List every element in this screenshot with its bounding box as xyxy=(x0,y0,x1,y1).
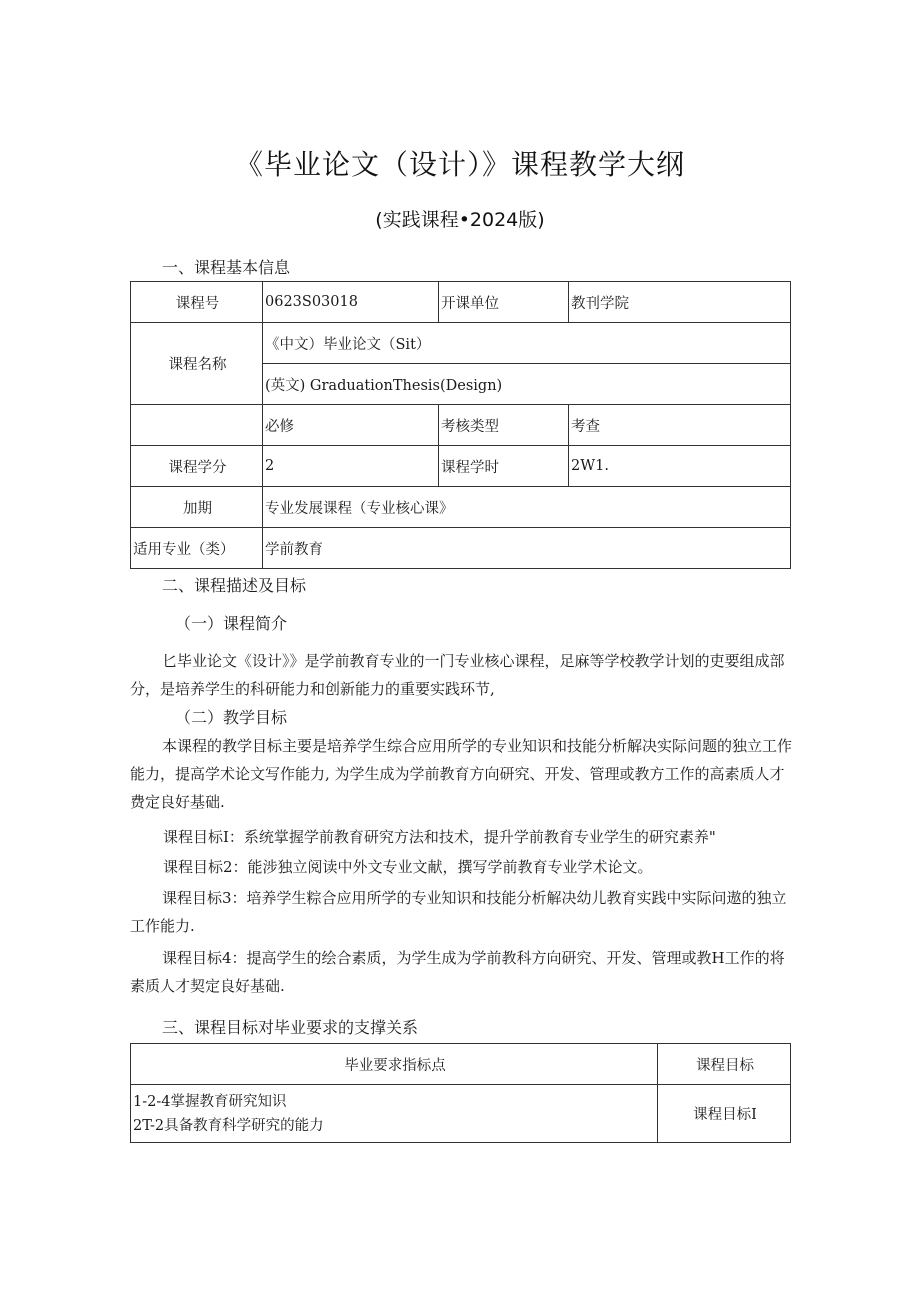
section-3-heading: 三、课程目标对毕业要求的支撑关系 xyxy=(162,1018,419,1037)
goals-paragraph: 本课程的教学目标主要是培养学生综合应用所学的专业知识和技能分析解决实际问题的独立工作能力，提高学术论文写作能力, 为学生成为学前教育方向研究、开发、管理或教方工作的高素质人才费定良好基础. xyxy=(130,737,793,811)
course-no-label: 课程号 xyxy=(131,282,263,323)
document-subtitle: (实践课程•2024版) xyxy=(375,209,545,231)
exam-type-label: 考核类型 xyxy=(439,405,569,446)
exam-type-value: 考查 xyxy=(569,405,791,446)
table-row xyxy=(131,282,791,323)
table-header-row xyxy=(131,1044,791,1085)
hours-label: 课程学时 xyxy=(439,446,569,487)
section-2-heading: 二、课程描述及目标 xyxy=(162,576,307,595)
col-header-target: 课程目标 xyxy=(658,1044,791,1085)
support-table xyxy=(130,1043,791,1143)
course-type-label xyxy=(131,405,263,446)
goal-1: 课程目标I：系统掌握学前教育研究方法和技术，提升学前教育专业学生的研究素养" xyxy=(163,828,716,846)
course-name-cn: 《中文）毕业论文（Sit） xyxy=(263,323,791,364)
table-row xyxy=(131,323,791,364)
intro-paragraph: 匕毕业论文《设计》》是学前教育专业的一门专业核心课程，足麻等学校教学计划的吏要组成部分，是培养学生的科研能力和创新能力的重要实践环节, xyxy=(130,652,785,698)
section-1-heading: 一、课程基本信息 xyxy=(162,258,291,277)
requirement-point-2: 2T-2具备教育科学研究的能力 xyxy=(133,1117,324,1134)
requirement-point-1: 1-2-4掌握教育研究知识 xyxy=(133,1093,287,1110)
credit-value: 2 xyxy=(263,446,439,487)
course-name-label: 课程名称 xyxy=(131,323,263,405)
requirement-target: 课程目标I xyxy=(658,1085,791,1143)
goal-2: 课程目标2：能涉独立阅读中外文专业文献，撰写学前教育专业学术论文。 xyxy=(163,858,653,876)
goal-4: 课程目标4：提高学生的绘合素质，为学生成为学前教科方向研究、开发、管理或教H工作的将素质人才契定良好基础. xyxy=(130,949,785,995)
table-row xyxy=(131,1085,791,1143)
document-title: 《毕业论文（设计）》课程教学大纲 xyxy=(234,148,685,181)
course-type-value: 必修 xyxy=(263,405,439,446)
intro-heading: （一）课程简介 xyxy=(175,614,288,633)
table-row xyxy=(131,487,791,528)
course-info-table xyxy=(130,281,791,569)
dept-label: 开课单位 xyxy=(439,282,569,323)
period-value: 专业发展课程（专业核心课》 xyxy=(263,487,791,528)
course-no-value: 0623S03018 xyxy=(263,282,439,323)
dept-value: 教刊学院 xyxy=(569,282,791,323)
table-row xyxy=(131,446,791,487)
course-name-en: (英文) GraduationThesis(Design) xyxy=(263,364,791,405)
major-label: 适用专业（类） xyxy=(131,528,263,569)
col-header-points: 毕业要求指标点 xyxy=(131,1044,658,1085)
table-row xyxy=(131,528,791,569)
requirement-points xyxy=(131,1085,658,1143)
credit-label: 课程学分 xyxy=(131,446,263,487)
goals-heading: （二）教学目标 xyxy=(175,708,288,727)
table-row xyxy=(131,405,791,446)
major-value: 学前教育 xyxy=(263,528,791,569)
hours-value: 2W1. xyxy=(569,446,791,487)
period-label: 加期 xyxy=(131,487,263,528)
goal-3: 课程目标3：培养学生粽合应用所学的专业知识和技能分析解决幼儿教育实践中实际问遨的独立工作能力. xyxy=(130,889,787,935)
